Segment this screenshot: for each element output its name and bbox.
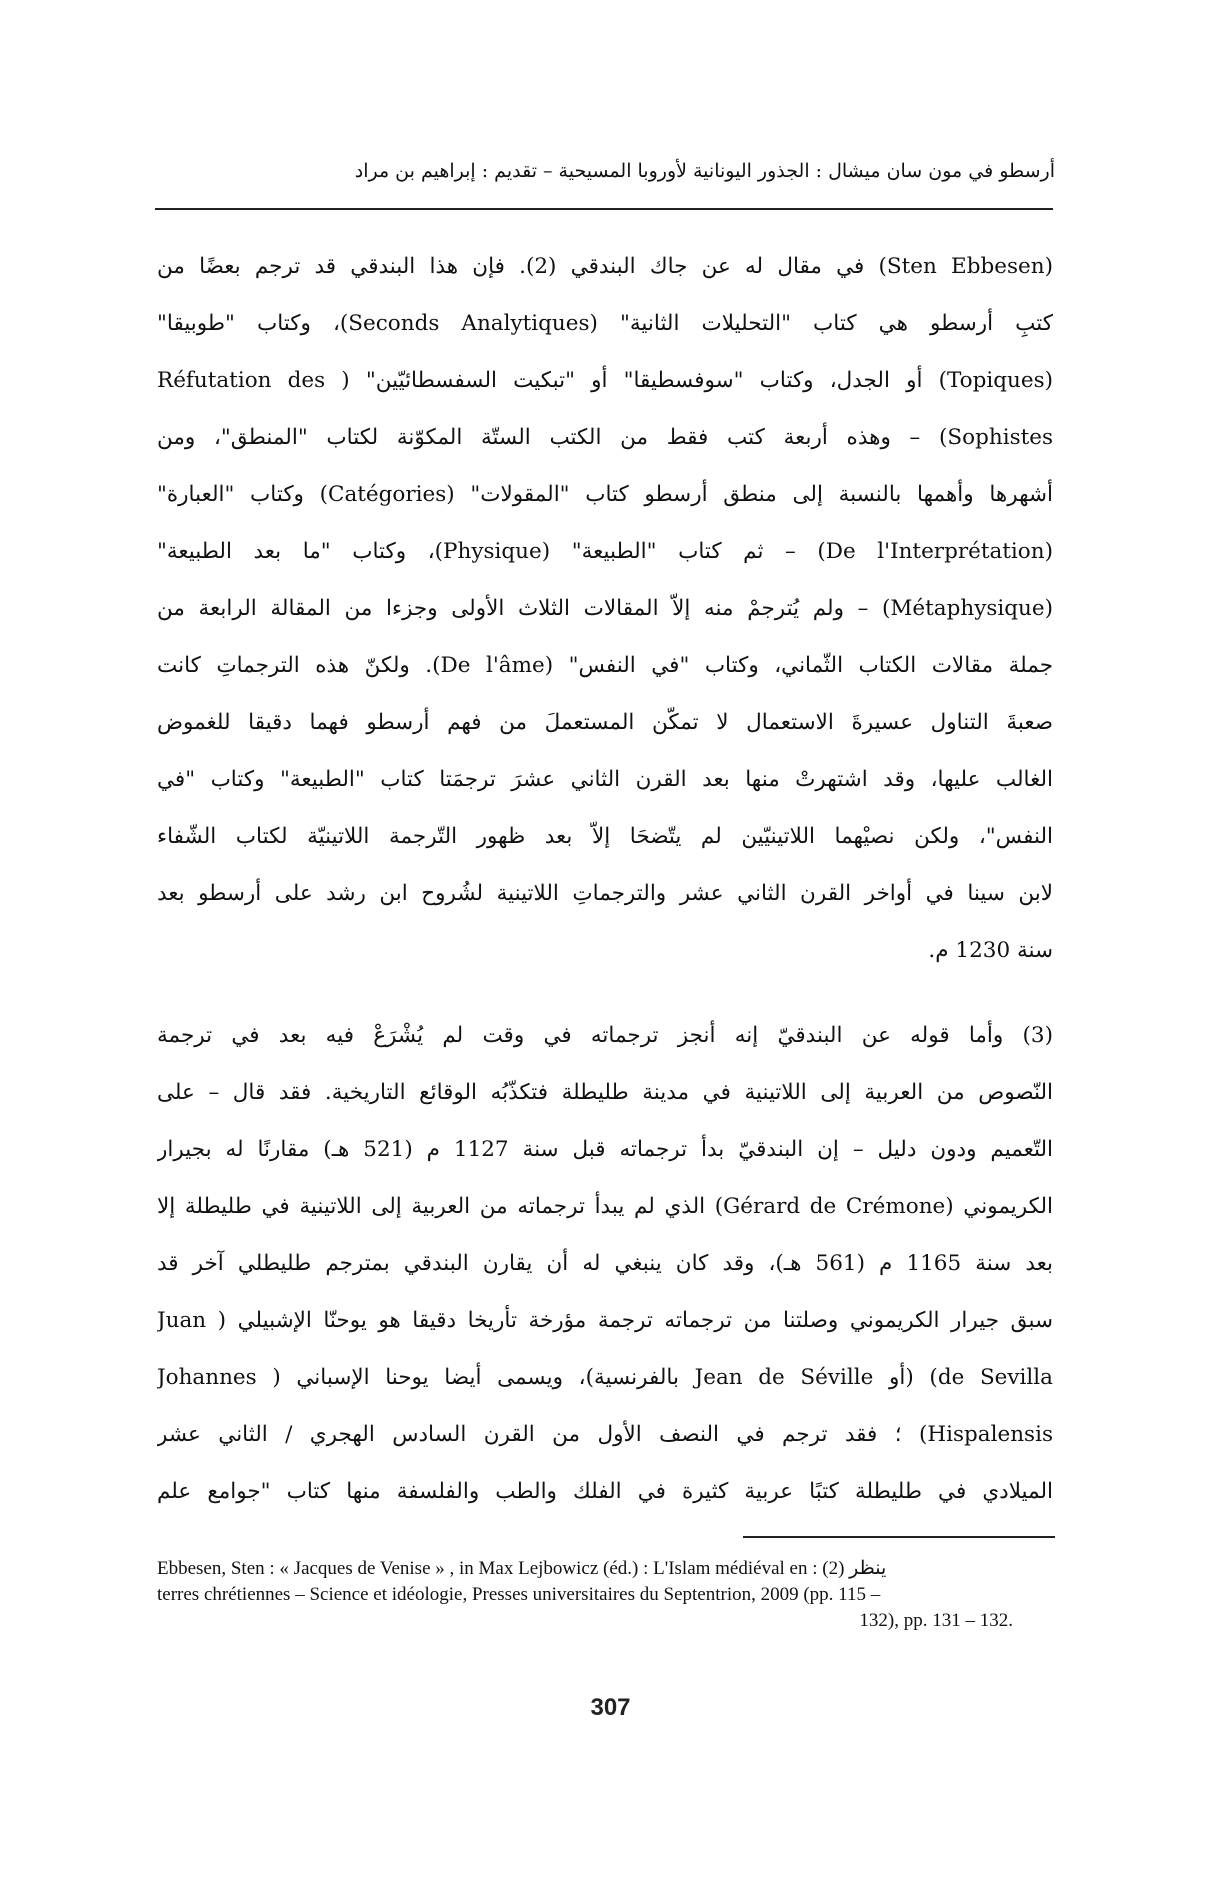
text-line: كتبِ أرسطو هي كتاب "التحليلات الثانية" (Seconds Analytiques)، وكتاب "طوبيقا" xyxy=(157,311,1053,336)
text-line: لابن سينا في أواخر القرن الثاني عشر والترجماتِ اللاتينية لشُروح ابن رشد على أرسطو بعد xyxy=(157,881,1053,906)
text-line: بعد سنة 1165 م (561 هـ)، وقد كان ينبغي له أن يقارن البندقي بمترجم طليطلي آخر قد xyxy=(157,1251,1053,1276)
page-number: 307 xyxy=(590,1694,631,1721)
text-line: (Topiques) أو الجدل، وكتاب "سوفسطيقا" أو "تبكيت السفسطائيّين" ( Réfutation des xyxy=(157,368,1053,393)
text-line: الميلادي في طليطلة كتبًا عربية كثيرة في الفلك والطب والفلسفة منها كتاب "جوامع علم xyxy=(157,1479,1053,1504)
text-line: (3) وأما قوله عن البندقيّ إنه أنجز ترجماته في وقت لم يُشْرَعْ فيه بعد في ترجمة xyxy=(157,1023,1053,1048)
footnotes xyxy=(157,1556,1053,1634)
text-line: الغالب عليها، وقد اشتهرتْ منها بعد القرن الثاني عشرَ ترجمَتا كتاب "الطبيعة" وكتاب "في xyxy=(157,767,1053,792)
text-line: التّعميم ودون دليل – إن البندقيّ بدأ ترجماته قبل سنة 1127 م (521 هـ) مقارنًا له بجيرار xyxy=(157,1137,1053,1162)
text-line: صعبةَ التناول عسيرةَ الاستعمال لا تمكّن المستعملَ من فهم أرسطو فهما دقيقا للغموض xyxy=(157,710,1053,735)
text-line: (De l'Interprétation) – ثم كتاب "الطبيعة" (Physique)، وكتاب "ما بعد الطبيعة" xyxy=(157,539,1053,564)
text-line: أشهرها وأهمها بالنسبة إلى منطق أرسطو كتاب "المقولات" (Catégories) وكتاب "العبارة" xyxy=(157,482,1053,507)
text-line: سنة 1230 م. xyxy=(928,938,1053,963)
text-line: Hispalensis) ؛ فقد ترجم في النصف الأول من القرن السادس الهجري / الثاني عشر xyxy=(157,1422,1053,1447)
header-divider xyxy=(155,208,1053,210)
text-line: النّصوص من العربية إلى اللاتينية في مدينة طليطلة فتكذّبُه الوقائع التاريخية. فقد قال – على xyxy=(157,1080,1053,1105)
running-header: أرسطو في مون سان ميشال : الجذور اليونانية لأوروبا المسيحية – تقديم : إبراهيم بن مراد xyxy=(354,160,1055,182)
text-line: جملة مقالات الكتاب الثّماني، وكتاب "في النفس" (De l'âme). ولكنّ هذه الترجماتِ كانت xyxy=(157,653,1053,678)
text-line: Sophistes) – وهذه أربعة كتب فقط من الكتب الستّة المكوّنة لكتاب "المنطق"، ومن xyxy=(157,425,1053,450)
footnote-divider xyxy=(743,1536,1055,1538)
paragraph-2 xyxy=(157,1007,1053,1520)
main-text xyxy=(157,238,1053,1520)
paragraph-1 xyxy=(157,238,1053,979)
text-line: de Sevilla) (أو Jean de Séville بالفرنسية)، ويسمى أيضا يوحنا الإسباني ( Johannes xyxy=(157,1365,1053,1390)
text-line: الكريموني (Gérard de Crémone) الذي لم يبدأ ترجماته من العربية إلى اللاتينية في طليطلة إلا xyxy=(157,1194,1053,1219)
text-line: النفس"، ولكن نصيْهما اللاتينيّين لم يتّضحَا إلاّ بعد ظهور التّرجمة اللاتينيّة لكتاب الشّفاء xyxy=(157,824,1053,849)
footnote-2-line: Ebbesen, Sten : « Jacques de Venise » , in Max Lejbowicz (éd.) : L'Islam médiéval en : (2) ينظر xyxy=(157,1558,887,1579)
text-line: (Métaphysique) – ولم يُترجمْ منه إلاّ المقالات الثلاث الأولى وجزءا من المقالة الرابعة من xyxy=(157,596,1053,621)
footnote-2-line: 132), pp. 131 – 132. xyxy=(859,1610,1013,1631)
text-line: سبق جيرار الكريموني وصلتنا من ترجماته ترجمة مؤرخة تأريخا دقيقا هو يوحنّا الإشبيلي ( Juan xyxy=(157,1308,1053,1333)
text-line: (Sten Ebbesen) في مقال له عن جاك البندقي (2). فإن هذا البندقي قد ترجم بعضًا من xyxy=(157,254,1053,279)
footnote-2-line: terres chrétiennes – Science et idéologie, Presses universitaires du Septentrion, 2009 (pp. 115 – xyxy=(157,1584,881,1605)
paragraph-spacing xyxy=(157,979,1053,1007)
